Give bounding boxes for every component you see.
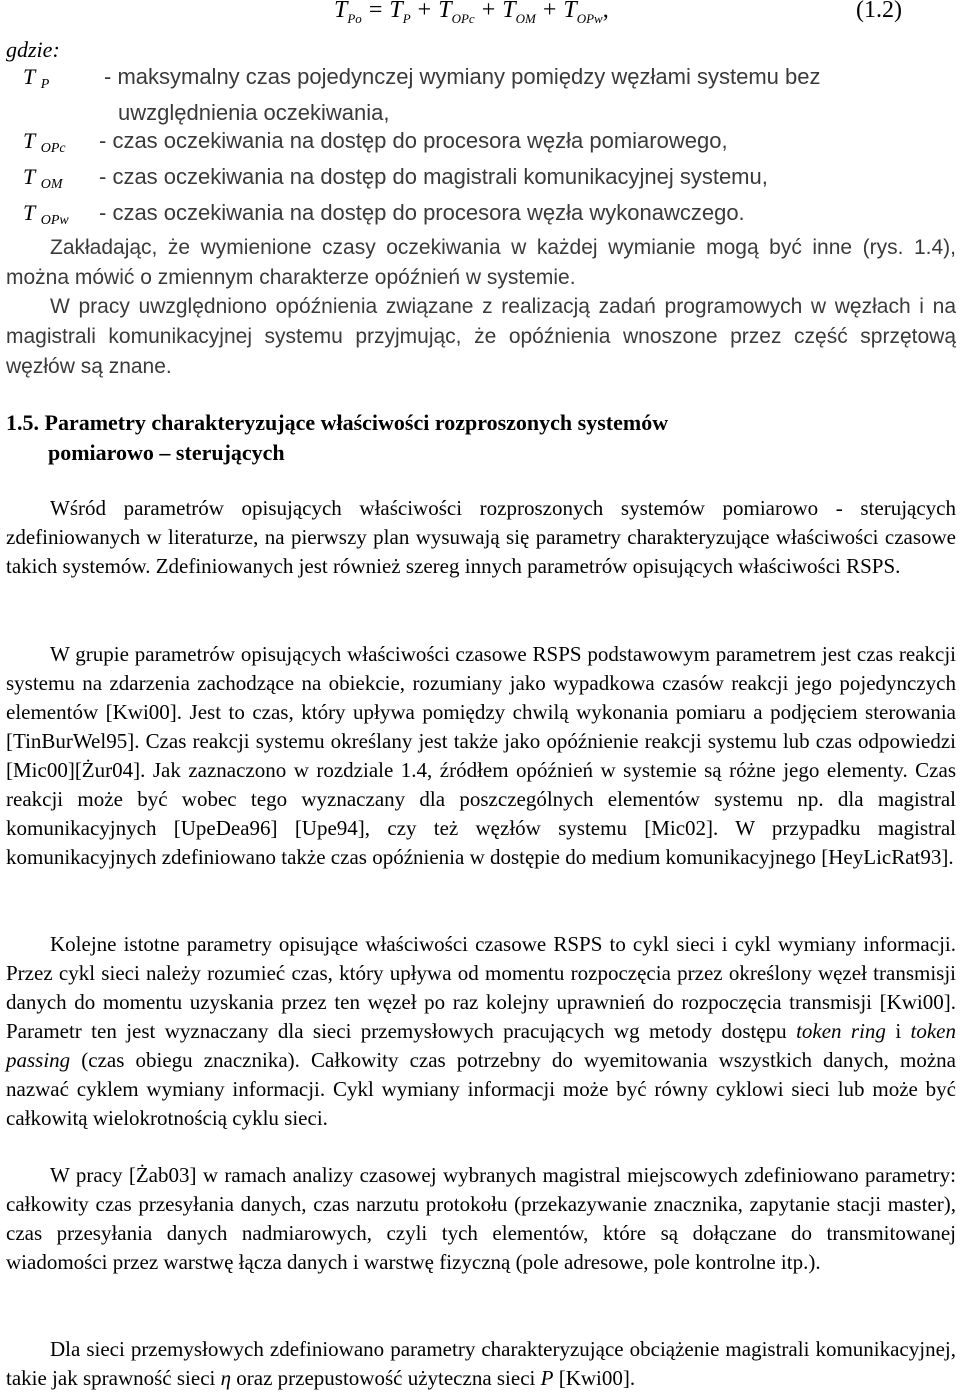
symbol-eta: η xyxy=(220,1366,232,1390)
section-title-line1: Parametry charakteryzujące właściwości rozproszonych systemów xyxy=(44,410,669,435)
definition-symbol: T $_P$ xyxy=(23,64,50,92)
definition-text: - czas oczekiwania na dostęp do procesora węzła wykonawczego. xyxy=(99,200,745,225)
symbol-p: P xyxy=(540,1366,554,1390)
definition-symbol: T $_{OM}$ xyxy=(23,164,63,192)
definition-text: - czas oczekiwania na dostęp do magistrali komunikacyjnej systemu, xyxy=(99,164,768,189)
section-heading xyxy=(6,408,956,468)
paragraph: W grupie parametrów opisujących właściwości czasowe RSPS podstawowym parametrem jest czas reakcji systemu na zdarzenia zachodzące na obiekcie, rozumiany jako wypadkowa czasów reakcji jego pojedynczych elementów [Kwi00]. Jest to czas, który upływa pomiędzy chwilą wykonania pomiaru a podjęciem sterowania [TinBurWel95]. Czas reakcji systemu określany jest także jako opóźnienie reakcji systemu lub czas odpowiedzi [Mic00][Żur04]. Jak zaznaczono w rozdziale 1.4, źródłem opóźnień w systemie są różne jego elementy. Czas reakcji może być wobec tego wyznaczany dla poszczególnych elementów systemu np. dla magistral komunikacyjnych [UpeDea96] [Upe94], czy też węzłów systemu [Mic02]. W przypadku magistral komunikacyjnych zdefiniowano także czas opóźnienia w dostępie do medium komunikacyjnego [HeyLicRat93]. xyxy=(6,642,956,869)
definition-item xyxy=(6,63,956,99)
equation-number: (1.2) xyxy=(856,0,902,23)
section-title-line2: pomiarowo – sterujących xyxy=(48,440,285,465)
definitions-list xyxy=(6,63,956,235)
definition-symbol: T $_{OPw}$ xyxy=(23,200,69,228)
paragraph: Zakładając, że wymienione czasy oczekiwania w każdej wymianie mogą być inne (rys. 1.4), można mówić o zmiennym charakterze opóźnień w systemie. xyxy=(6,236,956,289)
paragraph: W pracy [Żab03] w ramach analizy czasowej wybranych magistral miejscowych zdefiniowano parametry: całkowity czas przesyłania danych, czas narzutu protokołu (przekazywanie znacznika, zapytanie stacji master), czas przesyłania danych nadmiarowych, czyli tych elementów, które są dołączane do transmitowanej wiadomości przez warstwę łącza danych i warstwę fizyczną (pole adresowe, pole kontrolne itp.). xyxy=(6,1163,956,1274)
term-token-ring: token ring xyxy=(796,1019,886,1043)
definition-continuation: uwzględnienia oczekiwania, xyxy=(118,100,390,125)
section-number: 1.5. xyxy=(6,410,39,435)
term-token-passing: token passing xyxy=(6,1019,957,1072)
definition-symbol: T $_{OPc}$ xyxy=(23,128,66,156)
definition-text: - maksymalny czas pojedynczej wymiany pomiędzy węzłami systemu bez xyxy=(104,64,821,89)
equation-1-2 xyxy=(0,0,960,34)
definition-item xyxy=(6,163,956,199)
equation-formula: $T_{Po} = T_P + T_{OPc} + T_{OM} + T_{OPw}$, xyxy=(334,0,609,26)
paragraph: Kolejne istotne parametry opisujące właściwości czasowe RSPS to cykl sieci i cykl wymiany informacji. Przez cykl sieci należy rozumieć czas, który upływa od momentu rozpoczęcia przez określony węzeł transmisji danych do momentu uzyskania przez ten węzeł po raz kolejny uprawnień do rozpoczęcia transmisji [Kwi00]. Parametr ten jest wyznaczany dla sieci przemysłowych pracujących wg metody dostępu token ring i token passing (czas obiegu znacznika). Całkowity czas potrzebny do wyemitowania wszystkich danych, można nazwać cyklem wymiany informacji. Cykl wymiany informacji może być równy cyklowi sieci lub może być całkowitą wielokrotnością cyklu sieci. xyxy=(6,932,957,1130)
paragraph: Dla sieci przemysłowych zdefiniowano parametry charakteryzujące obciążenie magistrali komunikacyjnej, takie jak sprawność sieci η oraz przepustowość użyteczna sieci P [Kwi00]. xyxy=(6,1337,956,1390)
definition-text: - czas oczekiwania na dostęp do procesora węzła pomiarowego, xyxy=(99,128,728,153)
where-label: gdzie: xyxy=(6,37,60,62)
paragraph: Wśród parametrów opisujących właściwości rozproszonych systemów pomiarowo - sterujących zdefiniowanych w literaturze, na pierwszy plan wysuwają się parametry charakteryzujące właściwości czasowe takich systemów. Zdefiniowanych jest również szereg innych parametrów opisujących właściwości RSPS. xyxy=(6,496,956,578)
definition-item xyxy=(6,199,956,235)
paragraph: W pracy uwzględniono opóźnienia związane z realizacją zadań programowych w węzłach i na magistrali komunikacyjnej systemu przyjmując, że opóźnienia wnoszone przez część sprzętową węzłów są znane. xyxy=(6,295,956,378)
definition-item xyxy=(6,127,956,163)
